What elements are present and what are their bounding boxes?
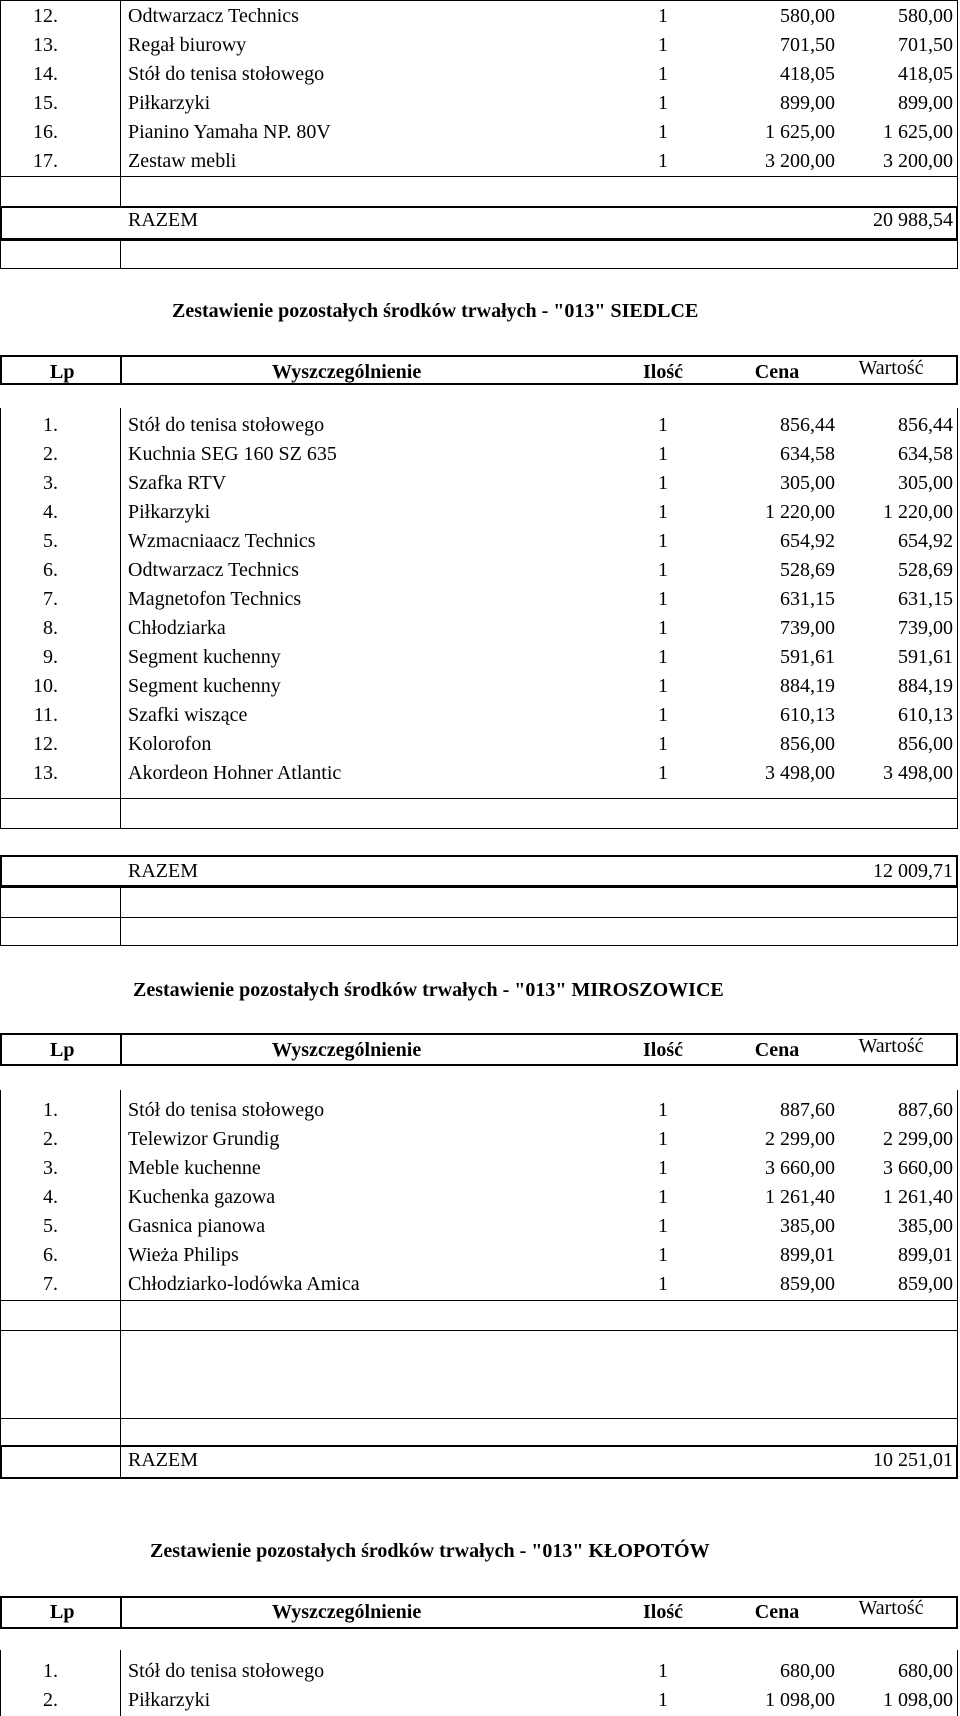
header-right-rule xyxy=(956,355,958,385)
empty-row-right-rule xyxy=(957,798,958,829)
row-qty: 1 xyxy=(658,530,668,552)
row-name: Stół do tenisa stołowego xyxy=(128,1099,325,1121)
empty-row-bottom-rule xyxy=(0,268,958,269)
row-name: Kuchenka gazowa xyxy=(128,1186,276,1208)
row-value: 528,69 xyxy=(898,559,953,581)
table-top-rule xyxy=(0,0,958,1)
empty-row-left-rule xyxy=(0,798,1,829)
table-sep-rule xyxy=(120,0,121,176)
row-qty: 1 xyxy=(658,63,668,85)
total-right-rule xyxy=(956,206,958,240)
row-value: 2 299,00 xyxy=(883,1128,953,1150)
row-name: Chłodziarka xyxy=(128,617,226,639)
empty-row-right-rule xyxy=(957,1300,958,1331)
row-lp: 8. xyxy=(43,617,58,639)
mir-left-rule xyxy=(0,1090,1,1478)
row-qty: 1 xyxy=(658,617,668,639)
row-qty: 1 xyxy=(658,1157,668,1179)
row-price: 580,00 xyxy=(780,5,835,27)
total-bottom-rule xyxy=(0,1477,958,1479)
row-value: 887,60 xyxy=(898,1099,953,1121)
empty-row-sep-rule xyxy=(120,917,121,946)
row-qty: 1 xyxy=(658,762,668,784)
row-value: 580,00 xyxy=(898,5,953,27)
header-value: Wartość xyxy=(858,1035,924,1057)
row-price: 528,69 xyxy=(780,559,835,581)
row-price: 591,61 xyxy=(780,646,835,668)
row-qty: 1 xyxy=(658,1660,668,1682)
row-qty: 1 xyxy=(658,1273,668,1295)
row-price: 1 625,00 xyxy=(765,121,835,143)
row-qty: 1 xyxy=(658,675,668,697)
empty-row-top-rule xyxy=(0,1330,958,1331)
row-lp: 3. xyxy=(43,472,58,494)
row-name: Wzmacniaacz Technics xyxy=(128,530,316,552)
row-value: 3 660,00 xyxy=(883,1157,953,1179)
row-name: Meble kuchenne xyxy=(128,1157,261,1179)
table-right-rule xyxy=(957,0,958,176)
row-lp: 2. xyxy=(43,1128,58,1150)
total-value: 10 251,01 xyxy=(873,1449,953,1471)
row-qty: 1 xyxy=(658,150,668,172)
section-title-siedlce: Zestawienie pozostałych środków trwałych - "013" SIEDLCE xyxy=(172,300,699,322)
row-lp: 10. xyxy=(33,675,58,697)
section-title-miroszowice: Zestawienie pozostałych środków trwałych - "013" MIROSZOWICE xyxy=(133,979,724,1001)
row-name: Akordeon Hohner Atlantic xyxy=(128,762,342,784)
row-qty: 1 xyxy=(658,1099,668,1121)
row-name: Szafka RTV xyxy=(128,472,227,494)
row-lp: 9. xyxy=(43,646,58,668)
row-name: Piłkarzyki xyxy=(128,501,211,523)
row-value: 859,00 xyxy=(898,1273,953,1295)
header-qty: Ilość xyxy=(643,1601,683,1623)
row-value: 739,00 xyxy=(898,617,953,639)
header-sep-rule xyxy=(120,1033,122,1066)
row-price: 418,05 xyxy=(780,63,835,85)
row-price: 3 498,00 xyxy=(765,762,835,784)
row-price: 856,44 xyxy=(780,414,835,436)
total-label: RAZEM xyxy=(128,209,198,231)
siedlce-sep-rule xyxy=(120,408,121,798)
empty-row-left-rule xyxy=(0,887,1,918)
empty-row-top-rule xyxy=(0,887,958,888)
header-bottom-rule xyxy=(0,1627,958,1629)
row-qty: 1 xyxy=(658,443,668,465)
total-value: 12 009,71 xyxy=(873,860,953,882)
row-price: 899,01 xyxy=(780,1244,835,1266)
row-price: 385,00 xyxy=(780,1215,835,1237)
row-price: 680,00 xyxy=(780,1660,835,1682)
empty-row-top-rule xyxy=(0,176,958,177)
row-price: 859,00 xyxy=(780,1273,835,1295)
total-label: RAZEM xyxy=(128,1449,198,1471)
empty-row-right-rule xyxy=(957,917,958,946)
total-label: RAZEM xyxy=(128,860,198,882)
header-lp: Lp xyxy=(50,361,75,383)
row-value: 385,00 xyxy=(898,1215,953,1237)
row-price: 2 299,00 xyxy=(765,1128,835,1150)
row-name: Regał biurowy xyxy=(128,34,247,56)
row-lp: 6. xyxy=(43,559,58,581)
row-price: 1 261,40 xyxy=(765,1186,835,1208)
row-value: 899,01 xyxy=(898,1244,953,1266)
row-qty: 1 xyxy=(658,34,668,56)
empty-row-right-rule xyxy=(957,240,958,269)
header-name: Wyszczególnienie xyxy=(272,361,422,383)
total-right-rule xyxy=(956,1445,958,1479)
header-qty: Ilość xyxy=(643,361,683,383)
row-qty: 1 xyxy=(658,414,668,436)
row-qty: 1 xyxy=(658,121,668,143)
row-lp: 4. xyxy=(43,1186,58,1208)
empty-row-top-rule xyxy=(0,917,958,918)
empty-row-sep-rule xyxy=(120,176,121,207)
row-qty: 1 xyxy=(658,733,668,755)
row-qty: 1 xyxy=(658,1244,668,1266)
row-name: Segment kuchenny xyxy=(128,646,281,668)
row-name: Piłkarzyki xyxy=(128,92,211,114)
row-qty: 1 xyxy=(658,472,668,494)
row-lp: 13. xyxy=(33,34,58,56)
empty-row-bottom-rule xyxy=(0,828,958,829)
row-lp: 5. xyxy=(43,530,58,552)
row-lp: 4. xyxy=(43,501,58,523)
row-price: 701,50 xyxy=(780,34,835,56)
row-value: 701,50 xyxy=(898,34,953,56)
empty-row-left-rule xyxy=(0,176,1,207)
row-lp: 7. xyxy=(43,1273,58,1295)
empty-row-left-rule xyxy=(0,1300,1,1331)
header-bottom-rule xyxy=(0,1064,958,1066)
row-qty: 1 xyxy=(658,1186,668,1208)
header-left-rule xyxy=(0,1033,2,1066)
row-name: Kolorofon xyxy=(128,733,212,755)
table-left-rule xyxy=(0,0,1,176)
row-lp: 13. xyxy=(33,762,58,784)
mir-sep-rule xyxy=(120,1090,121,1478)
row-lp: 1. xyxy=(43,1099,58,1121)
header-lp: Lp xyxy=(50,1039,75,1061)
row-name: Gasnica pianowa xyxy=(128,1215,266,1237)
row-name: Magnetofon Technics xyxy=(128,588,302,610)
row-name: Szafki wiszące xyxy=(128,704,248,726)
header-left-rule xyxy=(0,355,2,385)
row-lp: 16. xyxy=(33,121,58,143)
row-value: 1 098,00 xyxy=(883,1689,953,1711)
row-price: 884,19 xyxy=(780,675,835,697)
row-price: 887,60 xyxy=(780,1099,835,1121)
header-lp: Lp xyxy=(50,1601,75,1623)
row-qty: 1 xyxy=(658,92,668,114)
row-name: Kuchnia SEG 160 SZ 635 xyxy=(128,443,337,465)
row-price: 631,15 xyxy=(780,588,835,610)
total-left-rule xyxy=(0,855,2,887)
row-qty: 1 xyxy=(658,1689,668,1711)
row-name: Piłkarzyki xyxy=(128,1689,211,1711)
row-lp: 2. xyxy=(43,1689,58,1711)
row-name: Odtwarzacz Technics xyxy=(128,559,299,581)
header-name: Wyszczególnienie xyxy=(272,1601,422,1623)
row-lp: 5. xyxy=(43,1215,58,1237)
row-lp: 14. xyxy=(33,63,58,85)
row-lp: 6. xyxy=(43,1244,58,1266)
row-value: 634,58 xyxy=(898,443,953,465)
row-name: Stół do tenisa stołowego xyxy=(128,1660,325,1682)
row-price: 739,00 xyxy=(780,617,835,639)
empty-row-top-rule xyxy=(0,1300,958,1301)
row-name: Wieża Philips xyxy=(128,1244,239,1266)
header-top-rule xyxy=(0,355,958,357)
total-value: 20 988,54 xyxy=(873,209,953,231)
row-price: 3 200,00 xyxy=(765,150,835,172)
row-price: 3 660,00 xyxy=(765,1157,835,1179)
row-qty: 1 xyxy=(658,646,668,668)
row-value: 884,19 xyxy=(898,675,953,697)
row-value: 856,44 xyxy=(898,414,953,436)
empty-row-left-rule xyxy=(0,1330,1,1419)
header-top-rule xyxy=(0,1033,958,1035)
header-right-rule xyxy=(956,1033,958,1066)
row-value: 899,00 xyxy=(898,92,953,114)
empty-row-bottom-rule xyxy=(0,1418,958,1419)
row-name: Odtwarzacz Technics xyxy=(128,5,299,27)
header-left-rule xyxy=(0,1596,2,1629)
row-value: 610,13 xyxy=(898,704,953,726)
row-qty: 1 xyxy=(658,559,668,581)
row-lp: 12. xyxy=(33,733,58,755)
header-bottom-rule xyxy=(0,383,958,385)
klop-left-rule xyxy=(0,1650,1,1716)
row-lp: 1. xyxy=(43,414,58,436)
klop-sep-rule xyxy=(120,1650,121,1716)
row-name: Segment kuchenny xyxy=(128,675,281,697)
row-lp: 1. xyxy=(43,1660,58,1682)
row-name: Stół do tenisa stołowego xyxy=(128,63,325,85)
header-name: Wyszczególnienie xyxy=(272,1039,422,1061)
empty-row-bottom-rule xyxy=(0,945,958,946)
empty-row-sep-rule xyxy=(120,1330,121,1419)
row-name: Telewizor Grundig xyxy=(128,1128,280,1150)
klop-right-rule xyxy=(957,1650,958,1716)
row-qty: 1 xyxy=(658,704,668,726)
row-lp: 2. xyxy=(43,443,58,465)
header-value: Wartość xyxy=(858,1597,924,1619)
row-value: 856,00 xyxy=(898,733,953,755)
row-lp: 15. xyxy=(33,92,58,114)
row-value: 418,05 xyxy=(898,63,953,85)
total-right-rule xyxy=(956,855,958,887)
row-qty: 1 xyxy=(658,1215,668,1237)
siedlce-right-rule xyxy=(957,408,958,798)
row-price: 1 220,00 xyxy=(765,501,835,523)
row-value: 1 625,00 xyxy=(883,121,953,143)
row-name: Stół do tenisa stołowego xyxy=(128,414,325,436)
row-value: 591,61 xyxy=(898,646,953,668)
header-sep-rule xyxy=(120,355,122,385)
header-top-rule xyxy=(0,1596,958,1598)
row-qty: 1 xyxy=(658,501,668,523)
row-qty: 1 xyxy=(658,1128,668,1150)
row-price: 1 098,00 xyxy=(765,1689,835,1711)
row-lp: 7. xyxy=(43,588,58,610)
total-top-rule xyxy=(0,855,958,857)
row-value: 305,00 xyxy=(898,472,953,494)
empty-row-sep-rule xyxy=(120,798,121,829)
row-price: 654,92 xyxy=(780,530,835,552)
row-price: 305,00 xyxy=(780,472,835,494)
header-value: Wartość xyxy=(858,357,924,379)
empty-row-right-rule xyxy=(957,1330,958,1419)
mir-right-rule xyxy=(957,1090,958,1478)
row-value: 631,15 xyxy=(898,588,953,610)
header-sep-rule xyxy=(120,1596,122,1629)
row-qty: 1 xyxy=(658,588,668,610)
header-price: Cena xyxy=(754,1039,800,1061)
row-value: 3 200,00 xyxy=(883,150,953,172)
section-title-klopotow: Zestawienie pozostałych środków trwałych - "013" KŁOPOTÓW xyxy=(150,1540,710,1562)
row-qty: 1 xyxy=(658,5,668,27)
row-price: 899,00 xyxy=(780,92,835,114)
row-name: Chłodziarko-lodówka Amica xyxy=(128,1273,360,1295)
header-right-rule xyxy=(956,1596,958,1629)
row-name: Pianino Yamaha NP. 80V xyxy=(128,121,331,143)
empty-row-left-rule xyxy=(0,240,1,269)
row-price: 610,13 xyxy=(780,704,835,726)
row-price: 634,58 xyxy=(780,443,835,465)
empty-row-sep-rule xyxy=(120,887,121,918)
empty-row-right-rule xyxy=(957,887,958,918)
row-lp: 12. xyxy=(33,5,58,27)
empty-row-sep-rule xyxy=(120,240,121,269)
row-name: Zestaw mebli xyxy=(128,150,237,172)
row-price: 856,00 xyxy=(780,733,835,755)
empty-row-right-rule xyxy=(957,176,958,207)
row-value: 680,00 xyxy=(898,1660,953,1682)
total-top-rule xyxy=(0,1445,958,1447)
total-left-rule xyxy=(0,206,2,240)
header-price: Cena xyxy=(754,1601,800,1623)
row-value: 1 220,00 xyxy=(883,501,953,523)
row-lp: 17. xyxy=(33,150,58,172)
header-price: Cena xyxy=(754,361,800,383)
empty-row-sep-rule xyxy=(120,1300,121,1331)
row-lp: 3. xyxy=(43,1157,58,1179)
empty-row-top-rule xyxy=(0,798,958,799)
empty-row-top-rule xyxy=(0,240,958,241)
empty-row-left-rule xyxy=(0,917,1,946)
row-value: 654,92 xyxy=(898,530,953,552)
row-value: 1 261,40 xyxy=(883,1186,953,1208)
row-lp: 11. xyxy=(33,704,58,726)
total-left-rule xyxy=(0,1445,2,1479)
siedlce-left-rule xyxy=(0,408,1,798)
row-value: 3 498,00 xyxy=(883,762,953,784)
header-qty: Ilość xyxy=(643,1039,683,1061)
total-top-rule xyxy=(0,206,958,208)
